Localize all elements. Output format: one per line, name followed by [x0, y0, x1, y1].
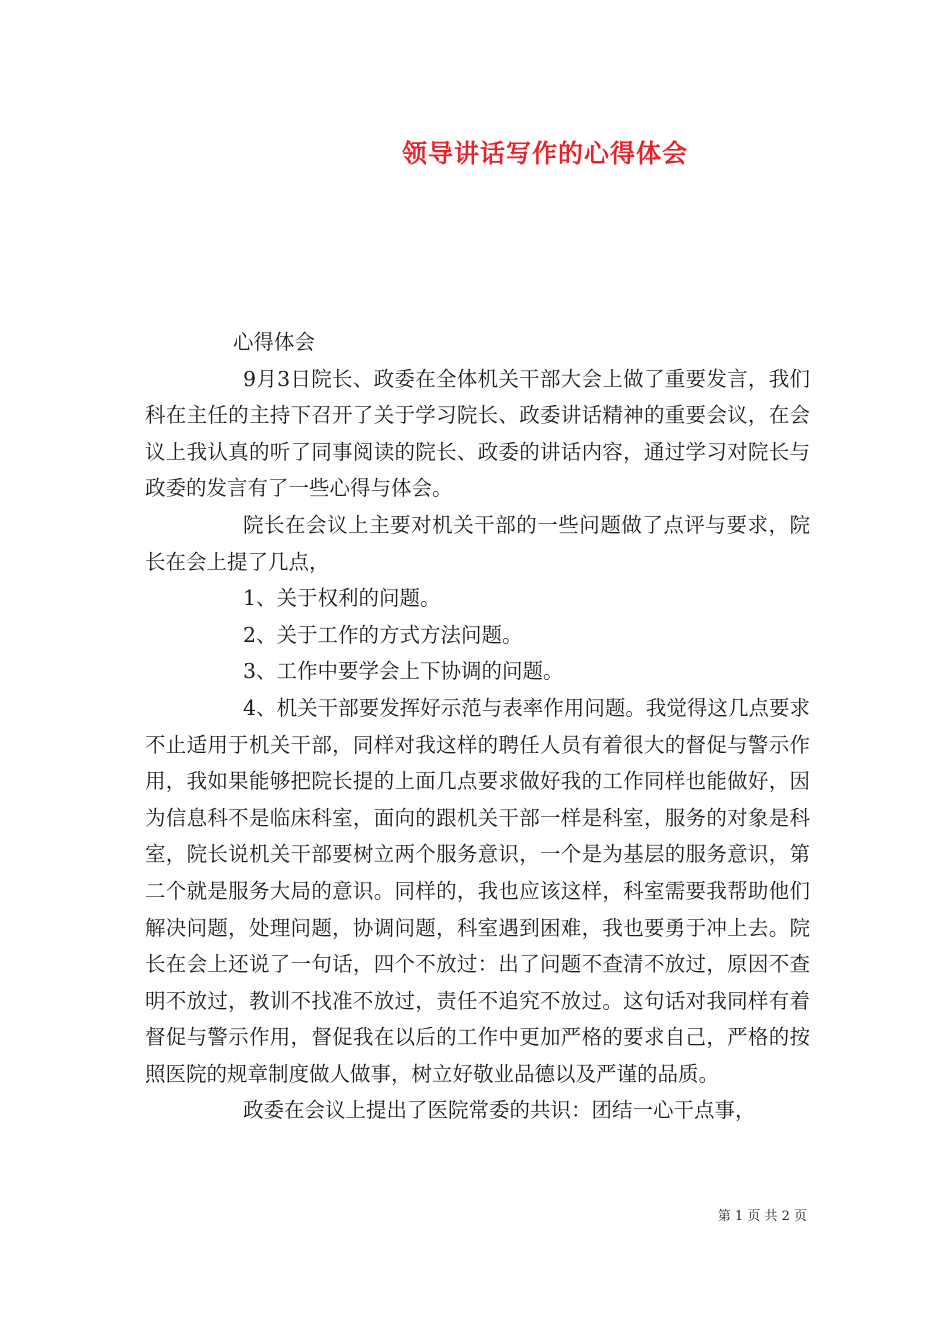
list-item-3: 3、工作中要学会上下协调的问题。 — [243, 659, 564, 684]
page-number: 第 1 页 共 2 页 — [717, 1209, 807, 1224]
document-title: 领导讲话写作的心得体会 — [401, 139, 688, 168]
paragraph-last: 政委在会议上提出了医院常委的共识：团结一心干点事， — [243, 1098, 756, 1123]
list-item-2: 2、关于工作的方式方法问题。 — [243, 622, 523, 647]
section-heading: 心得体会 — [233, 330, 315, 354]
paragraph-2: 院长在会议上主要对机关干部的一些问题做了点评与要求，院长在会上提了几点， — [145, 512, 810, 574]
list-item-1: 1、关于权利的问题。 — [243, 586, 441, 611]
document-body — [145, 324, 810, 1129]
paragraph-4: 4、机关干部要发挥好示范与表率作用问题。我觉得这几点要求不止适用于机关干部，同样对我这样的聘任人员有着很大的督促与警示作用，我如果能够把院长提的上面几点要求做好我的工作同样也能做好，因为信息科不是临床科室，面向的跟机关干部一样是科室，服务的对象是科室，院长说机关干部要树立两个服务意识，一个是为基层的服务意识，第二个就是服务大局的意识。同样的，我也应该这样，科室需要我帮助他们解决问题，处理问题，协调问题，科室遇到困难，我也要勇于冲上去。院长在会上还说了一句话，四个不放过：出了问题不查清不放过，原因不查明不放过，教训不找准不放过，责任不追究不放过。这句话对我同样有着督促与警示作用，督促我在以后的工作中更加严格的要求自己，严格的按照医院的规章制度做人做事，树立好敬业品德以及严谨的品质。 — [145, 695, 810, 1086]
paragraph-1: 9月3日院长、政委在全体机关干部大会上做了重要发言，我们科在主任的主持下召开了关于学习院长、政委讲话精神的重要会议，在会议上我认真的听了同事阅读的院长、政委的讲话内容，通过学习对院长与政委的发言有了一些心得与体会。 — [145, 366, 810, 501]
